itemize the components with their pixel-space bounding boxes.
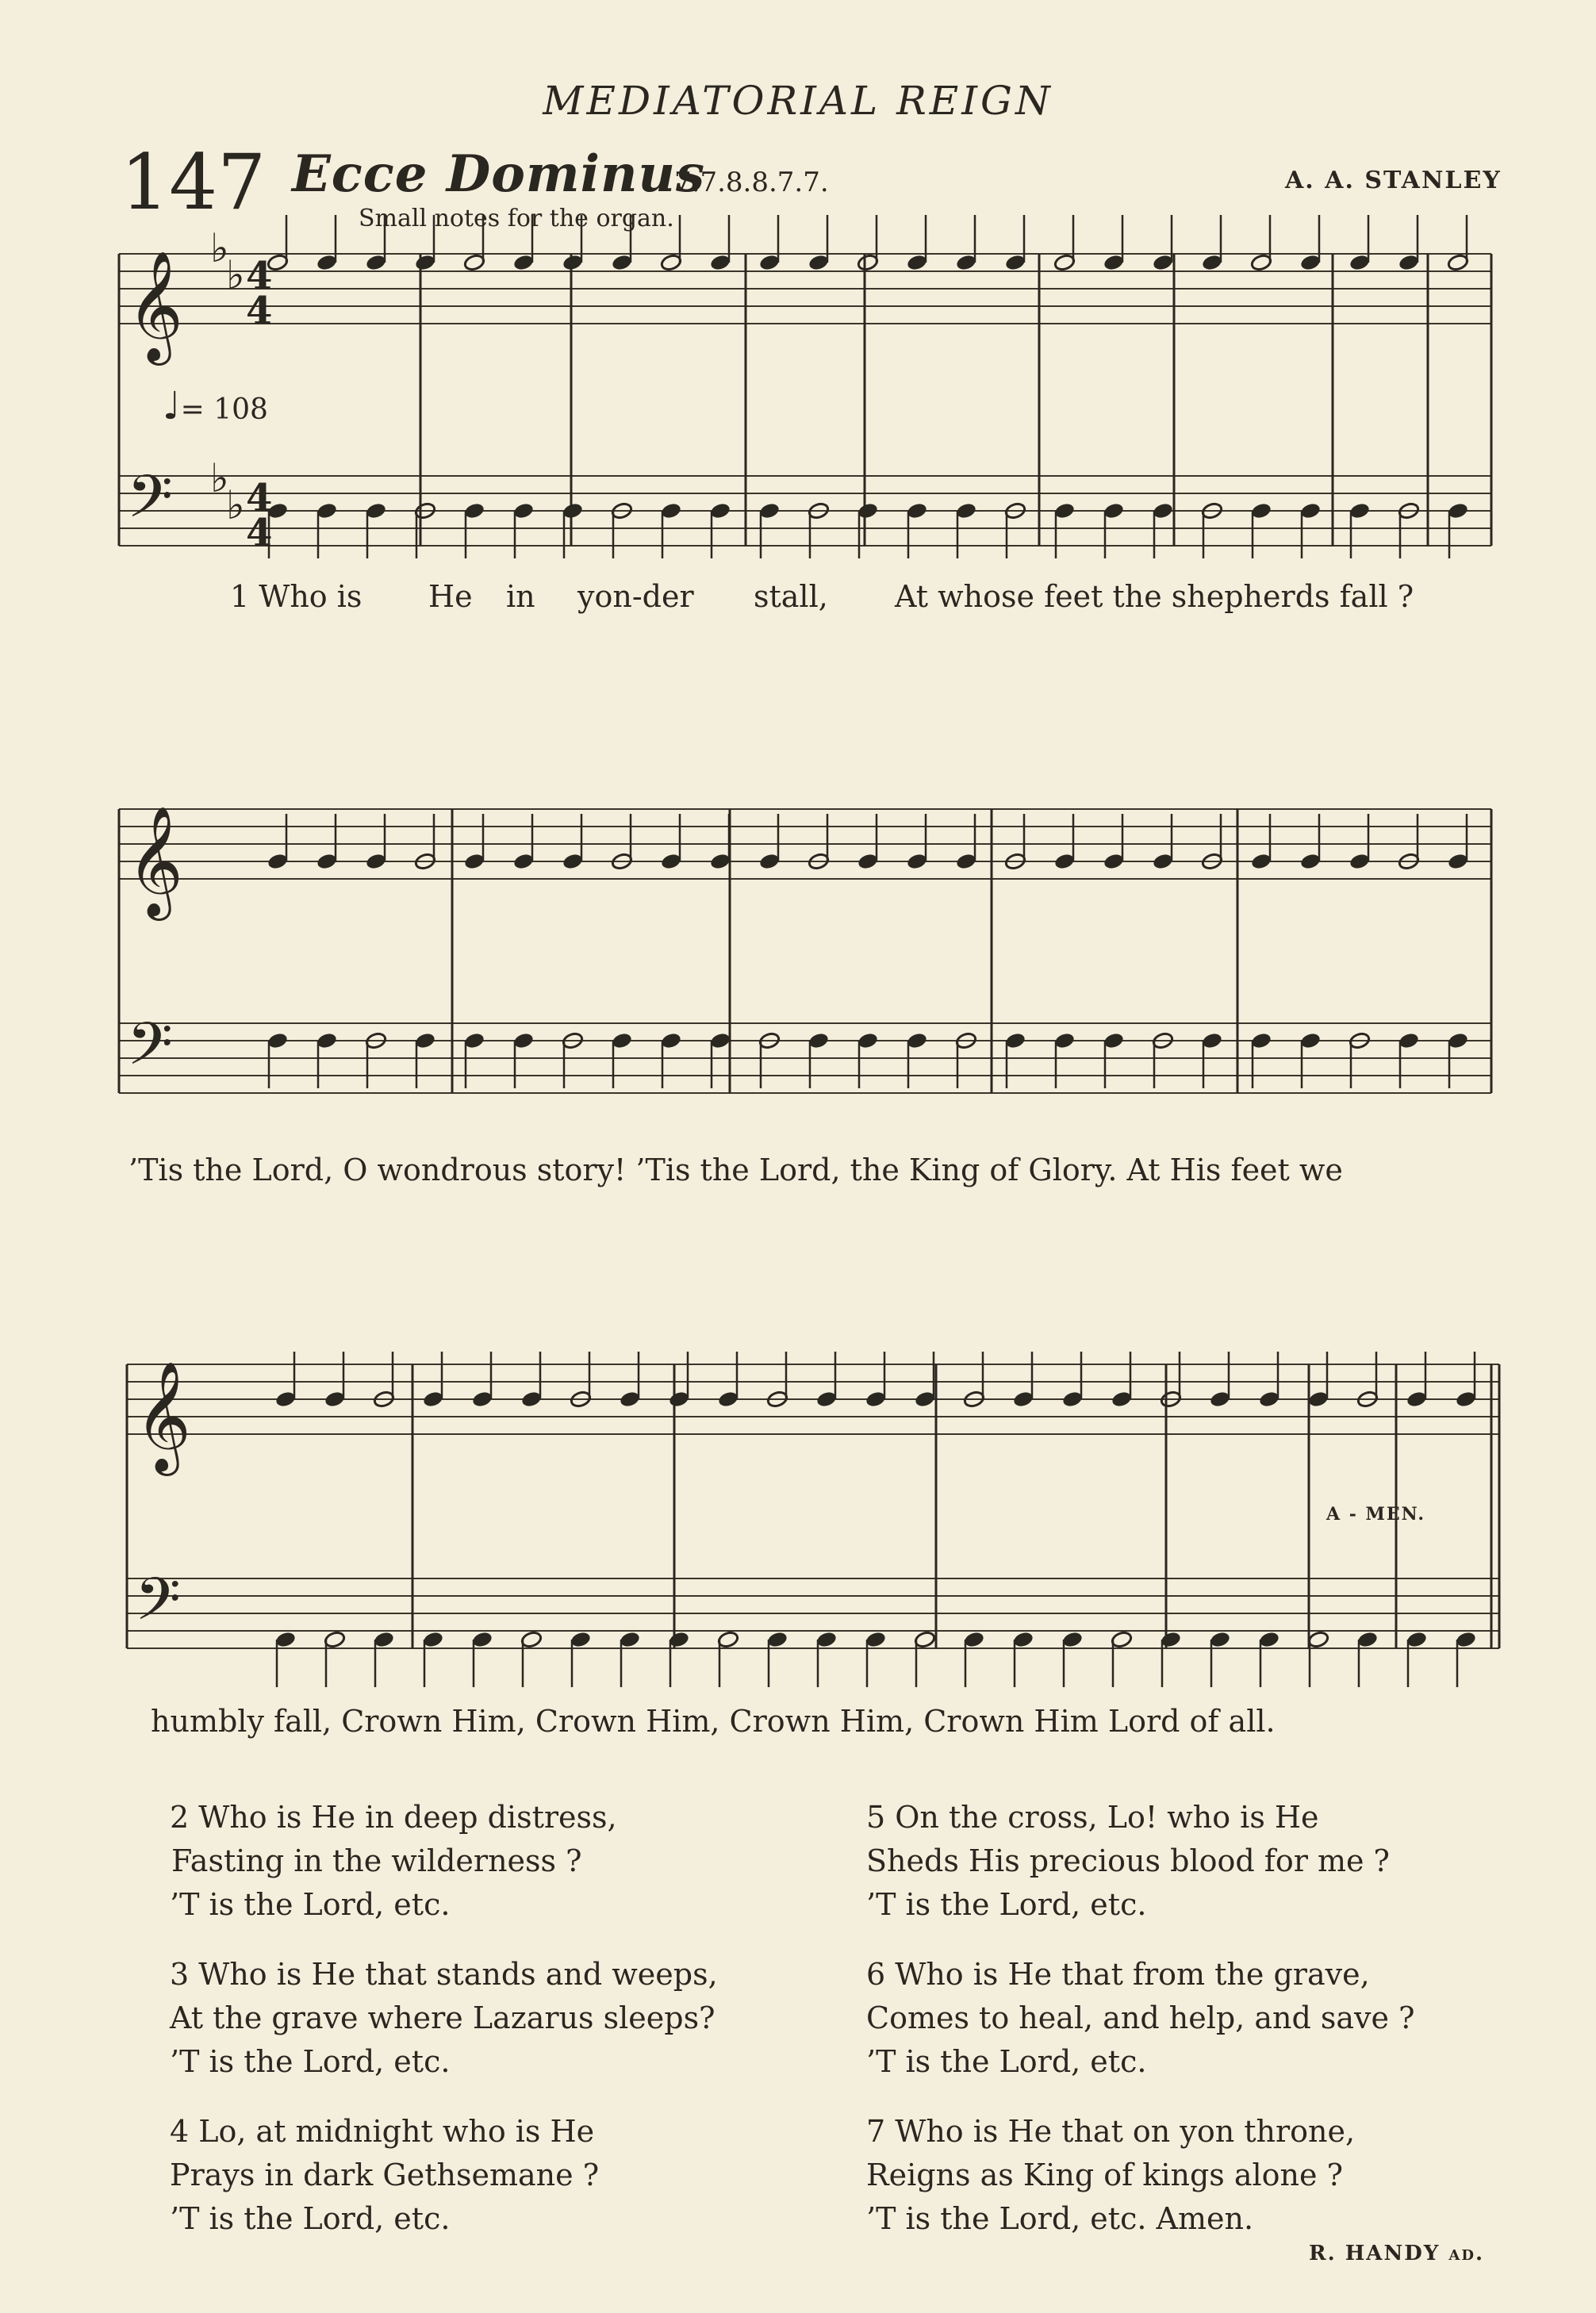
lyric-line1-word: in [506, 579, 535, 614]
staff [119, 809, 1491, 879]
stanza-7 [866, 2110, 1355, 2241]
lyric-line1-word: stall, [754, 579, 828, 614]
lyric-line1-word: yon-der [577, 579, 694, 614]
time-signature: 4 [246, 476, 273, 520]
hymn-number: 147 [121, 138, 267, 227]
stanza-line: 2 Who is He in deep distress, [170, 1800, 617, 1835]
lyric-line3: humbly fall, Crown Him, Crown Him, Crown Him, Crown Him Lord of all. [151, 1704, 1276, 1739]
bass-clef-icon: 𝄢 [127, 1010, 173, 1093]
stanza-line: Sheds His precious blood for me ? [866, 1843, 1390, 1878]
lyric-line1-word: He [428, 579, 473, 614]
stanza-line: 4 Lo, at midnight who is He [170, 2114, 595, 2149]
stanza-line: Prays in dark Gethsemane ? [170, 2158, 600, 2192]
time-signature: 4 [246, 511, 273, 555]
stanza-5 [866, 1796, 1390, 1927]
lyric-line1-word: At whose feet the shepherds fall ? [895, 579, 1414, 614]
flat-sign-icon: ♭ [210, 455, 229, 501]
lyric-line1-word: 1 Who is [230, 579, 363, 614]
flat-sign-icon: ♭ [210, 225, 229, 271]
organ-note: Small notes for the organ. [359, 205, 674, 232]
time-signature: 4 [246, 289, 273, 333]
stanza-4 [170, 2110, 599, 2241]
stanza-line: 7 Who is He that on yon throne, [866, 2114, 1356, 2149]
stanza-line: At the grave where Lazarus sleeps? [170, 2000, 716, 2035]
stanza-line: 3 Who is He that stands and weeps, [170, 1957, 718, 1992]
treble-clef-icon: 𝄞 [127, 806, 183, 916]
staff [127, 1578, 1499, 1648]
bass-clef-icon: 𝄢 [127, 462, 173, 546]
stanza-line: Reigns as King of kings alone ? [866, 2158, 1343, 2192]
composer: A. A. STANLEY [1285, 167, 1502, 194]
stanza-line: Fasting in the wilderness ? [171, 1843, 582, 1878]
quarter-note-icon: ♩ [163, 384, 181, 428]
treble-clef-icon: 𝄞 [127, 251, 183, 361]
stanza-2 [170, 1796, 617, 1927]
time-signature: 4 [246, 254, 273, 298]
stanza-line: Comes to heal, and help, and save ? [866, 2000, 1415, 2035]
treble-clef-icon: 𝄞 [135, 1361, 191, 1471]
stanza-line: ’T is the Lord, etc. [170, 1887, 451, 1922]
meter: 7.7.8.8.7.7. [674, 167, 829, 198]
flat-sign-icon: ♭ [226, 252, 245, 298]
stanza-6 [866, 1953, 1414, 2084]
stanza-line: ’T is the Lord, etc. Amen. [866, 2201, 1254, 2236]
stanza-line: ’T is the Lord, etc. [170, 2044, 451, 2079]
tune-name: Ecce Dominus [292, 144, 706, 204]
staff [119, 1023, 1491, 1093]
stanza-line: ’T is the Lord, etc. [170, 2201, 451, 2236]
running-head: MEDIATORIAL REIGN [543, 78, 1053, 124]
stanza-line: 6 Who is He that from the grave, [866, 1957, 1370, 1992]
bass-clef-icon: 𝄢 [135, 1565, 181, 1648]
stanza-line: ’T is the Lord, etc. [866, 1887, 1147, 1922]
amen-label: A - MEN. [1326, 1504, 1426, 1525]
stanza-line: ’T is the Lord, etc. [866, 2044, 1147, 2079]
engraver-signature: R. HANDY ad. [1309, 2242, 1485, 2265]
lyric-line2: ’Tis the Lord, O wondrous story! ’Tis the Lord, the King of Glory. At His feet we [129, 1153, 1343, 1187]
stanza-3 [170, 1953, 718, 2084]
flat-sign-icon: ♭ [226, 482, 245, 528]
stanza-line: 5 On the cross, Lo! who is He [866, 1800, 1319, 1835]
tempo-value: = 108 [180, 393, 268, 426]
